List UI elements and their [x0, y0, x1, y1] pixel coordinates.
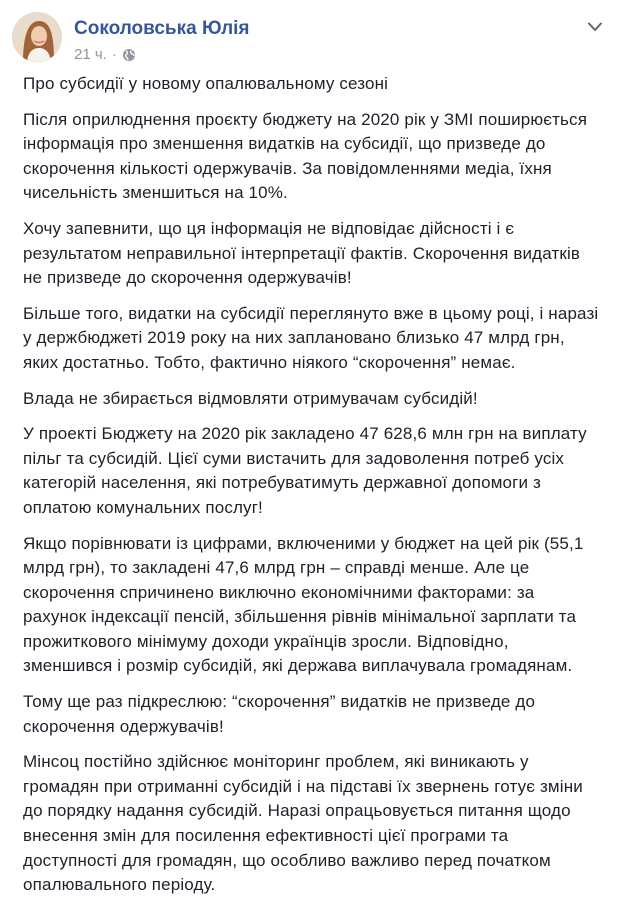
author-name[interactable]: Соколовська Юлія: [74, 18, 250, 39]
post-header: [12, 12, 606, 62]
post-paragraph: Якщо порівнювати із цифрами, включеними у бюджет на цей рік (55,1 млрд грн), то закладені 47,6 млрд грн – справді менше. Але це скорочення спричинено виключно економічними факторами: за рахунок індексації пенсій, збільшення рівнів мінімальної зарплати та прожиткового мінімуму доходи українців зросли. Відповідно, зменшився і розмір субсидій, які держава виплачувала громадянам.: [23, 533, 584, 676]
globe-icon[interactable]: [122, 48, 136, 62]
post-paragraph: Мінсоц постійно здійснює моніторинг проблем, які виникають у громадян при отриманні субсидій і на підставі їх звернень готує зміни до порядку надання субсидій. Наразі опрацьовується питання щодо внесення змін для посилення ефективності цієї програми та доступності для громадян, що особливо важливо перед початком опалювального періоду.: [23, 752, 583, 895]
avatar[interactable]: [12, 12, 62, 62]
post-title-paragraph: Про субсидії у новому опалювальному сезоні: [23, 74, 389, 93]
post-paragraph: У проекті Бюджету на 2020 рік закладено 47 628,6 млн грн на виплату пільг та субсидій. Цієї суми вистачить для задоволення потреб усіх категорій населення, які потребуватимуть державної допомоги з оплатою комунальних послуг!: [23, 424, 587, 517]
avatar-photo: [12, 12, 62, 62]
meta-separator: ·: [111, 46, 117, 63]
post-body: [23, 72, 601, 909]
post-paragraph: Після оприлюднення проєкту бюджету на 2020 рік у ЗМІ поширюється інформація про зменшення видатків на субсидії, що призведе до скорочення кількості одержувачів. За повідомленнями медіа, їхня чисельність зменшиться на 10%.: [23, 109, 588, 203]
post-paragraph: Більше того, видатки на субсидії переглянуто вже в цьому році, і наразі у держбюджеті 2019 року на них заплановано близько 47 млрд грн, яких достатньо. Тобто, фактично ніякого “скорочення” немає.: [23, 303, 599, 372]
post-paragraph: Влада не збирається відмовляти отримувачам субсидій!: [23, 388, 478, 408]
post-meta: [74, 46, 136, 63]
chevron-down-icon[interactable]: [584, 16, 606, 38]
post-paragraph: Хочу запевнити, що ця інформація не відповідає дійсності і є результатом неправильної інтерпретації фактів. Скорочення видатків не призведе до скорочення одержувачів!: [23, 218, 581, 288]
post-paragraph: Тому ще раз підкреслюю: “скорочення” видатків не призведе до скорочення одержувачів!: [23, 692, 536, 736]
post-timestamp[interactable]: 21 ч.: [74, 46, 107, 63]
